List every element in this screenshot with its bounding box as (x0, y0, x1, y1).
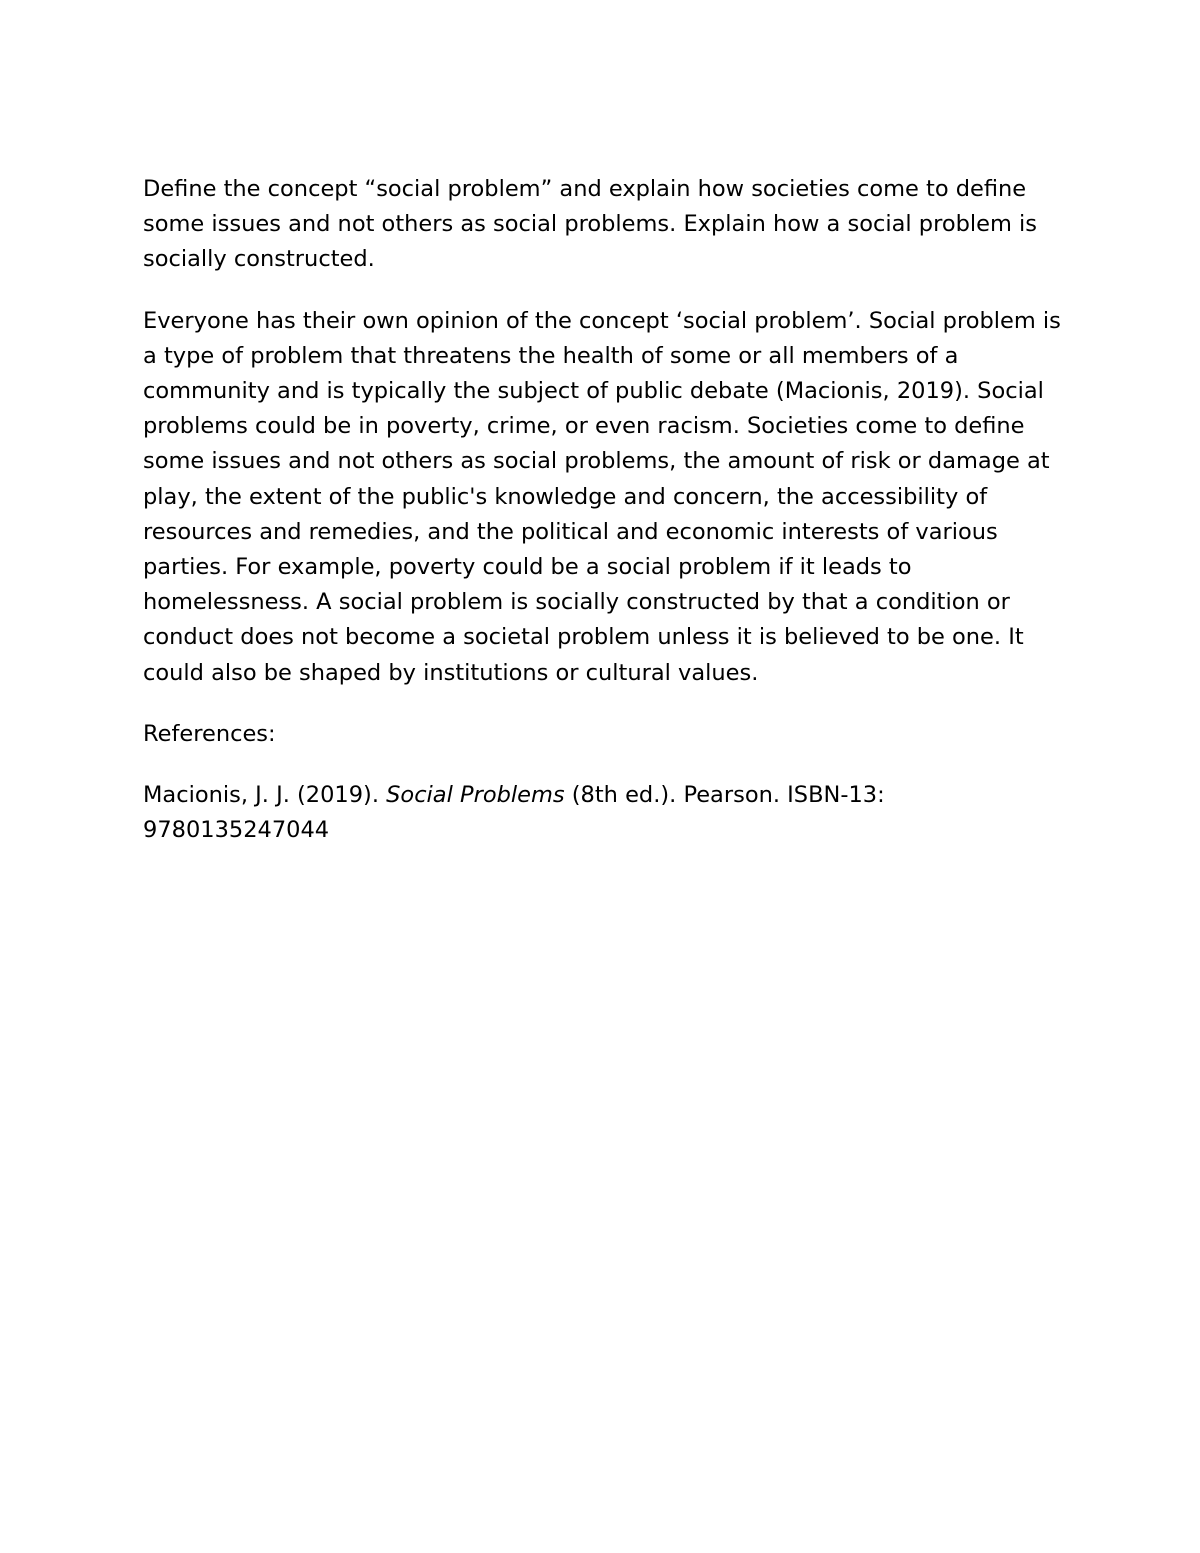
answer-paragraph: Everyone has their own opinion of the concept ‘social problem’. Social problem is a type of problem that threatens the health of some or all members of a community and is typically the subject of public debate (Macionis, 2019). Social problems could be in poverty, crime, or even racism. Societies come to define some issues and not others as social problems, the amount of risk or damage at play, the extent of the public's knowledge and concern, the accessibility of resources and remedies, and the political and economic interests of various parties. For example, poverty could be a social problem if it leads to homelessness. A social problem is socially constructed by that a condition or conduct does not become a societal problem unless it is believed to be one. It could also be shaped by institutions or cultural values. (143, 307, 1061, 686)
reference-entry (143, 778, 1063, 848)
question-paragraph: Define the concept “social problem” and explain how societies come to define some issues and not others as social problems. Explain how a social problem is socially constructed. (143, 176, 1038, 273)
references-heading: References: (143, 720, 276, 747)
reference-title: Social Problems (386, 782, 565, 809)
document-body (143, 172, 1063, 848)
reference-details: (8th ed.). Pearson. ISBN-13: 9780135247044 (143, 782, 885, 844)
reference-authors-year: Macionis, J. J. (2019). (143, 782, 387, 809)
